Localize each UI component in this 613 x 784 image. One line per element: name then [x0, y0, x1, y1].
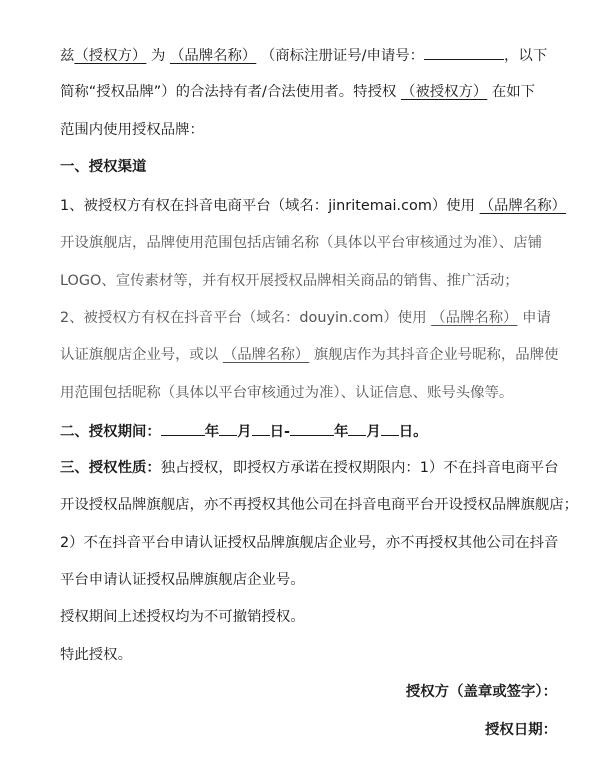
nature-line-4	[60, 570, 585, 590]
day-blank	[252, 420, 270, 436]
intro-text: 为	[150, 48, 166, 64]
intro-text: （商标注册证号/申请号：	[260, 48, 425, 64]
closing-text: 特此授权。	[60, 647, 132, 663]
date-text: 授权日期：	[485, 722, 557, 738]
section-heading-period	[60, 420, 585, 440]
month-label: 月	[237, 424, 252, 440]
nature-text: 独占授权，即授权方承诺在授权期限内：1）不在抖音电商平台	[160, 460, 559, 476]
section-heading-channel	[60, 157, 585, 177]
heading-text: 三、授权性质：	[60, 460, 161, 476]
authorizee-blank: （被授权方）	[400, 84, 488, 100]
irrevocable-statement	[60, 607, 585, 627]
item1-text: 开设旗舰店，品牌使用范围包括店铺名称（具体以平台审核通过为准）、店铺	[60, 235, 543, 251]
signature-text: 授权方（盖章或签字）：	[405, 684, 557, 700]
item2-line-2	[60, 345, 585, 365]
item2-text: 2、被授权方有权在抖音平台（域名：douyin.com）使用	[60, 310, 427, 326]
brand-name-blank: （品牌名称）	[479, 198, 566, 214]
item2-text: 申请	[522, 310, 551, 326]
year-blank	[161, 420, 205, 436]
day-blank	[381, 420, 399, 436]
registration-number-blank	[424, 44, 504, 60]
nature-line-1	[60, 458, 585, 478]
item2-text: 旗舰店作为其抖音企业号昵称，品牌使	[313, 347, 559, 363]
item1-line-2	[60, 233, 585, 253]
nature-line-2	[60, 495, 585, 515]
nature-text: 开设授权品牌旗舰店，亦不再授权其他公司在抖音电商平台开设授权品牌旗舰店；	[60, 497, 579, 513]
brand-name-blank: （品牌名称）	[431, 310, 518, 326]
intro-line-3	[60, 120, 585, 140]
item1-text: 1、被授权方有权在抖音电商平台（域名：jinritemai.com）使用	[60, 198, 476, 214]
heading-text: 二、授权期间：	[60, 424, 161, 440]
nature-line-3	[60, 533, 585, 553]
authorizer-blank: （授权方）	[74, 48, 147, 64]
intro-line-1	[60, 44, 585, 64]
item1-text: LOGO、宣传素材等，并有权开展授权品牌相关商品的销售、推广活动；	[60, 273, 519, 289]
heading-text: 一、授权渠道	[60, 159, 147, 175]
month-blank	[348, 420, 366, 436]
signature-label	[406, 682, 557, 702]
nature-text: 平台申请认证授权品牌旗舰店企业号。	[60, 572, 305, 588]
intro-text: 在如下	[491, 84, 536, 100]
day-label: 日-	[269, 424, 290, 440]
item2-text: 认证旗舰店企业号，或以	[60, 347, 219, 363]
brand-name-blank: （品牌名称）	[169, 48, 257, 64]
year-label: 年	[204, 424, 220, 440]
intro-text: ，以下	[504, 48, 548, 64]
date-label	[485, 720, 557, 740]
year-blank	[290, 420, 334, 436]
item1-line-3	[60, 271, 585, 291]
intro-line-2	[60, 82, 585, 102]
hereby-statement	[60, 645, 585, 665]
item2-text: 用范围包括昵称（具体以平台审核通过为准）、认证信息、账号头像等。	[60, 385, 514, 401]
year-label: 年	[333, 424, 349, 440]
item1-line-1	[60, 196, 585, 216]
intro-text: 兹	[60, 48, 75, 64]
month-label: 月	[366, 424, 381, 440]
item2-line-1	[60, 308, 585, 328]
item2-line-3	[60, 383, 585, 403]
month-blank	[219, 420, 237, 436]
brand-name-blank: （品牌名称）	[222, 347, 310, 363]
intro-text: 范围内使用授权品牌：	[60, 122, 204, 138]
closing-text: 授权期间上述授权均为不可撤销授权。	[60, 609, 305, 625]
nature-text: 2）不在抖音平台申请认证授权品牌旗舰店企业号，亦不再授权其他公司在抖音	[60, 535, 559, 551]
day-label: 日。	[398, 424, 428, 440]
intro-text: 简称“授权品牌”）的合法持有者/合法使用者。特授权	[60, 84, 397, 100]
